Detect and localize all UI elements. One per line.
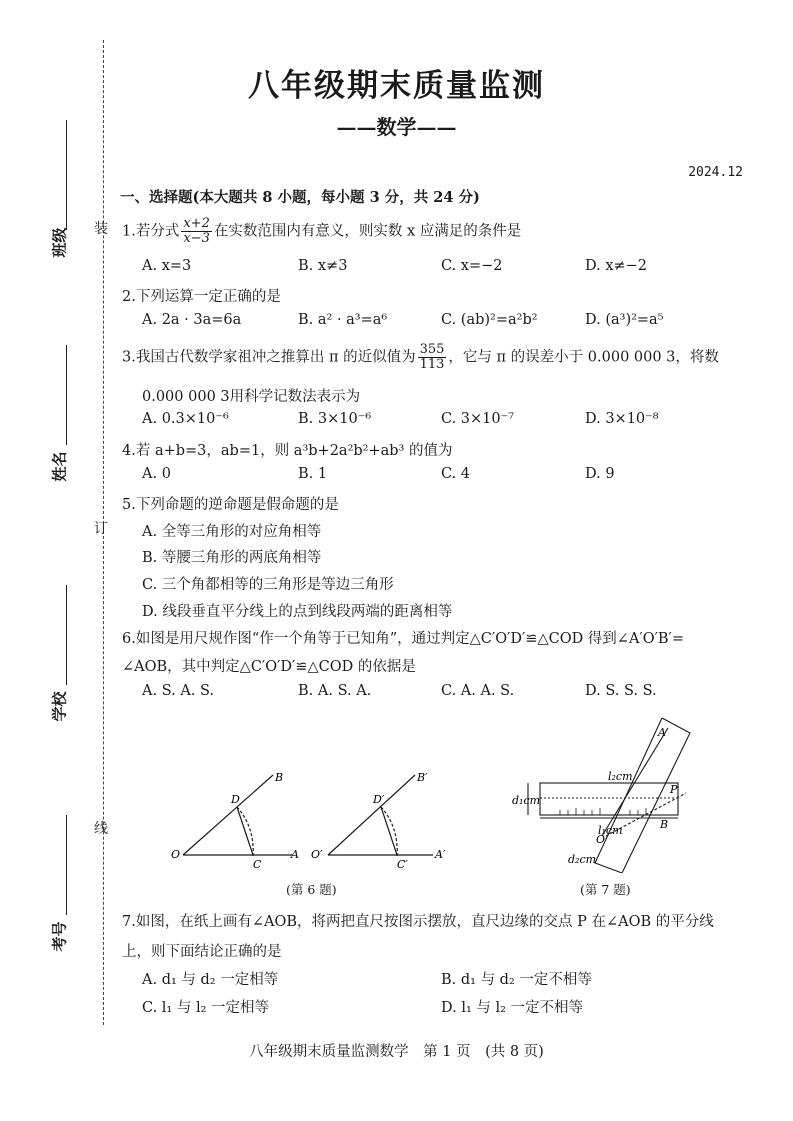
fig7-label-d2: d₂cm <box>568 853 597 866</box>
q3-pre: 3.我国古代数学家祖冲之推算出 π 的近似值为 <box>122 349 416 366</box>
fig6-caption: (第 6 题) <box>286 882 337 897</box>
section-heading: 一、选择题(本大题共 8 小题，每小题 3 分，共 24 分) <box>120 189 480 206</box>
fig6-label-b: B <box>275 771 284 784</box>
q3-post: ，它与 π 的误差小于 0.000 000 3，将数 <box>448 349 719 366</box>
q1-post: 在实数范围内有意义，则实数 x 应满足的条件是 <box>213 223 522 240</box>
fig6-label-a2: A′ <box>435 848 446 861</box>
fig6-ray-o2b2 <box>328 775 415 855</box>
fig7-label-d1: d₁cm <box>512 794 541 807</box>
page-subtitle: ——数学—— <box>336 115 457 139</box>
fig7-label-o: O <box>596 833 606 846</box>
q4-option-d: D. 9 <box>585 466 615 482</box>
page-footer: 八年级期末质量监测数学 第 1 页 (共 8 页) <box>249 1044 544 1060</box>
fig7-caption: (第 7 题) <box>580 882 631 897</box>
figure-6 <box>165 765 465 875</box>
q5-option-d: D. 线段垂直平分线上的点到线段两端的距离相等 <box>142 604 453 620</box>
fig7-label-l1: l₁cm <box>598 824 623 837</box>
q1-option-c: C. x=−2 <box>441 258 503 274</box>
binding-zhuang: 装 <box>94 221 108 237</box>
fig6-label-c2: C′ <box>397 858 408 871</box>
q3-option-d: D. 3×10⁻⁸ <box>585 411 659 427</box>
q6-option-a: A. S. A. S. <box>142 683 215 699</box>
q5-option-c: C. 三个角都相等的三角形是等边三角形 <box>142 577 394 593</box>
fig6-label-a: A <box>291 848 299 861</box>
fig6-label-o: O <box>171 848 181 861</box>
q1-numerator: x+2 <box>183 216 210 231</box>
question-3-line2: 0.000 000 3用科学记数法表示为 <box>142 389 361 405</box>
q3-option-a: A. 0.3×10⁻⁶ <box>142 411 229 427</box>
fig6-label-b2: B′ <box>417 771 428 784</box>
question-6-line2: ∠AOB，其中判定△C′O′D′≌△COD 的依据是 <box>122 659 416 675</box>
q7-option-b: B. d₁ 与 d₂ 一定不相等 <box>441 972 592 988</box>
q5-option-b: B. 等腰三角形的两底角相等 <box>142 550 322 566</box>
q7-option-c: C. l₁ 与 l₂ 一定相等 <box>142 1000 270 1016</box>
name-line <box>66 345 67 445</box>
q2-option-a: A. 2a · 3a=6a <box>142 312 242 328</box>
fig6-label-d2: D′ <box>373 793 385 806</box>
q3-option-c: C. 3×10⁻⁷ <box>441 411 515 427</box>
q4-option-a: A. 0 <box>142 466 171 482</box>
q2-option-c: C. (ab)²=a²b² <box>441 312 538 328</box>
q1-option-b: B. x≠3 <box>298 258 348 274</box>
fig6-label-o2: O′ <box>311 848 323 861</box>
q4-option-b: B. 1 <box>298 466 328 482</box>
q1-fraction <box>181 217 212 246</box>
class-label: 班级 <box>50 227 69 258</box>
exam-no-label: 考号 <box>50 921 69 952</box>
question-1 <box>122 217 521 246</box>
question-7-line2: 上，则下面结论正确的是 <box>122 944 282 960</box>
q1-option-d: D. x≠−2 <box>585 258 648 274</box>
q6-option-b: B. A. S. A. <box>298 683 372 699</box>
question-2: 2.下列运算一定正确的是 <box>122 289 281 305</box>
school-label: 学校 <box>50 691 69 722</box>
binding-xian: 线 <box>94 821 108 837</box>
q7-option-a: A. d₁ 与 d₂ 一定相等 <box>142 972 279 988</box>
q3-fraction <box>418 343 447 372</box>
q3-option-b: B. 3×10⁻⁶ <box>298 411 372 427</box>
fig7-label-p: P <box>670 783 678 796</box>
q1-option-a: A. x=3 <box>142 258 192 274</box>
name-label: 姓名 <box>50 451 69 482</box>
question-6-line1: 6.如图是用尺规作图“作一个角等于已知角”，通过判定△C′O′D′≌△COD 得到∠A′O′B′= <box>122 631 685 647</box>
question-5: 5.下列命题的逆命题是假命题的是 <box>122 497 339 513</box>
q2-option-d: D. (a³)²=a⁵ <box>585 312 664 328</box>
q3-denominator: 113 <box>419 357 445 372</box>
exam-no-line <box>66 815 67 915</box>
question-7-line1: 7.如图，在纸上画有∠AOB，将两把直尺按图示摆放，直尺边缘的交点 P 在∠AOB 的平分线 <box>122 914 714 930</box>
q1-denominator: x−3 <box>183 231 210 246</box>
question-4: 4.若 a+b=3，ab=1，则 a³b+2a²b²+ab³ 的值为 <box>122 443 453 459</box>
q6-option-c: C. A. A. S. <box>441 683 515 699</box>
q2-option-b: B. a² · a³=a⁶ <box>298 312 388 328</box>
fig7-label-a: A <box>658 726 666 739</box>
fig6-label-d: D <box>231 793 240 806</box>
binding-ding: 订 <box>94 521 108 537</box>
fig7-label-l2: l₂cm <box>608 770 633 783</box>
q3-numerator: 355 <box>419 342 445 357</box>
page-title: 八年级期末质量监测 <box>248 68 545 104</box>
fig7-horizontal-ruler <box>540 783 678 815</box>
q6-option-d: D. S. S. S. <box>585 683 657 699</box>
q4-option-c: C. 4 <box>441 466 471 482</box>
q7-option-d: D. l₁ 与 l₂ 一定不相等 <box>441 1000 584 1016</box>
q1-pre: 1.若分式 <box>122 223 180 240</box>
question-3 <box>122 343 719 372</box>
school-line <box>66 585 67 685</box>
exam-date: 2024.12 <box>688 165 743 180</box>
fig6-ray-ob <box>183 775 273 855</box>
q5-option-a: A. 全等三角形的对应角相等 <box>142 524 322 540</box>
fig6-label-c: C <box>253 858 262 871</box>
figure-7 <box>510 718 720 873</box>
fig7-label-b: B <box>660 818 669 831</box>
